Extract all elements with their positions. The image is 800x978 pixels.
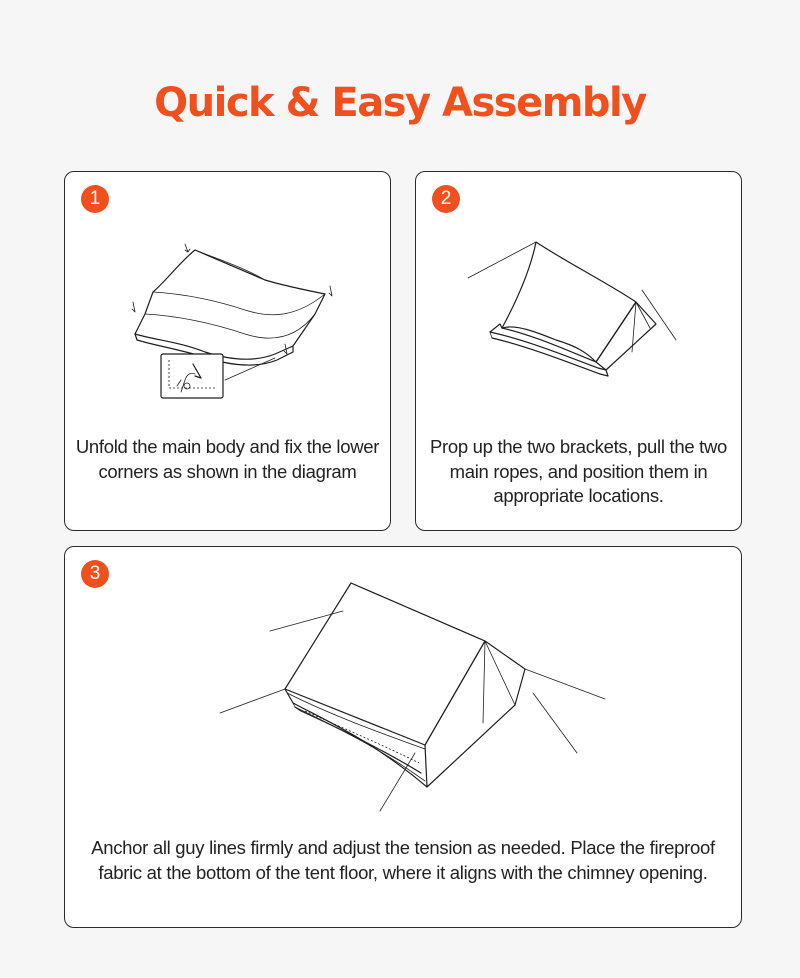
step-card-1 [64,171,391,531]
page-title: Quick & Easy Assembly [154,80,646,126]
raised-tent-illustration [456,232,716,392]
step-card-2 [415,171,742,531]
step-number-badge: 3 [81,560,109,588]
step-number-badge: 2 [432,185,460,213]
flat-tent-fabric-illustration [125,242,355,402]
step-caption: Anchor all guy lines firmly and adjust the tension as needed. Place the fireproof fabric at the bottom of the tent floor, where it aligns with the chimney opening. [91,837,715,883]
step-number-badge: 1 [81,185,109,213]
step-caption: Unfold the main body and fix the lower corners as shown in the diagram [75,436,380,482]
step-card-3 [64,546,742,928]
pitched-tent-illustration [215,575,615,815]
step-caption: Prop up the two brackets, pull the two main ropes, and position them in appropriate locations. [429,436,728,506]
